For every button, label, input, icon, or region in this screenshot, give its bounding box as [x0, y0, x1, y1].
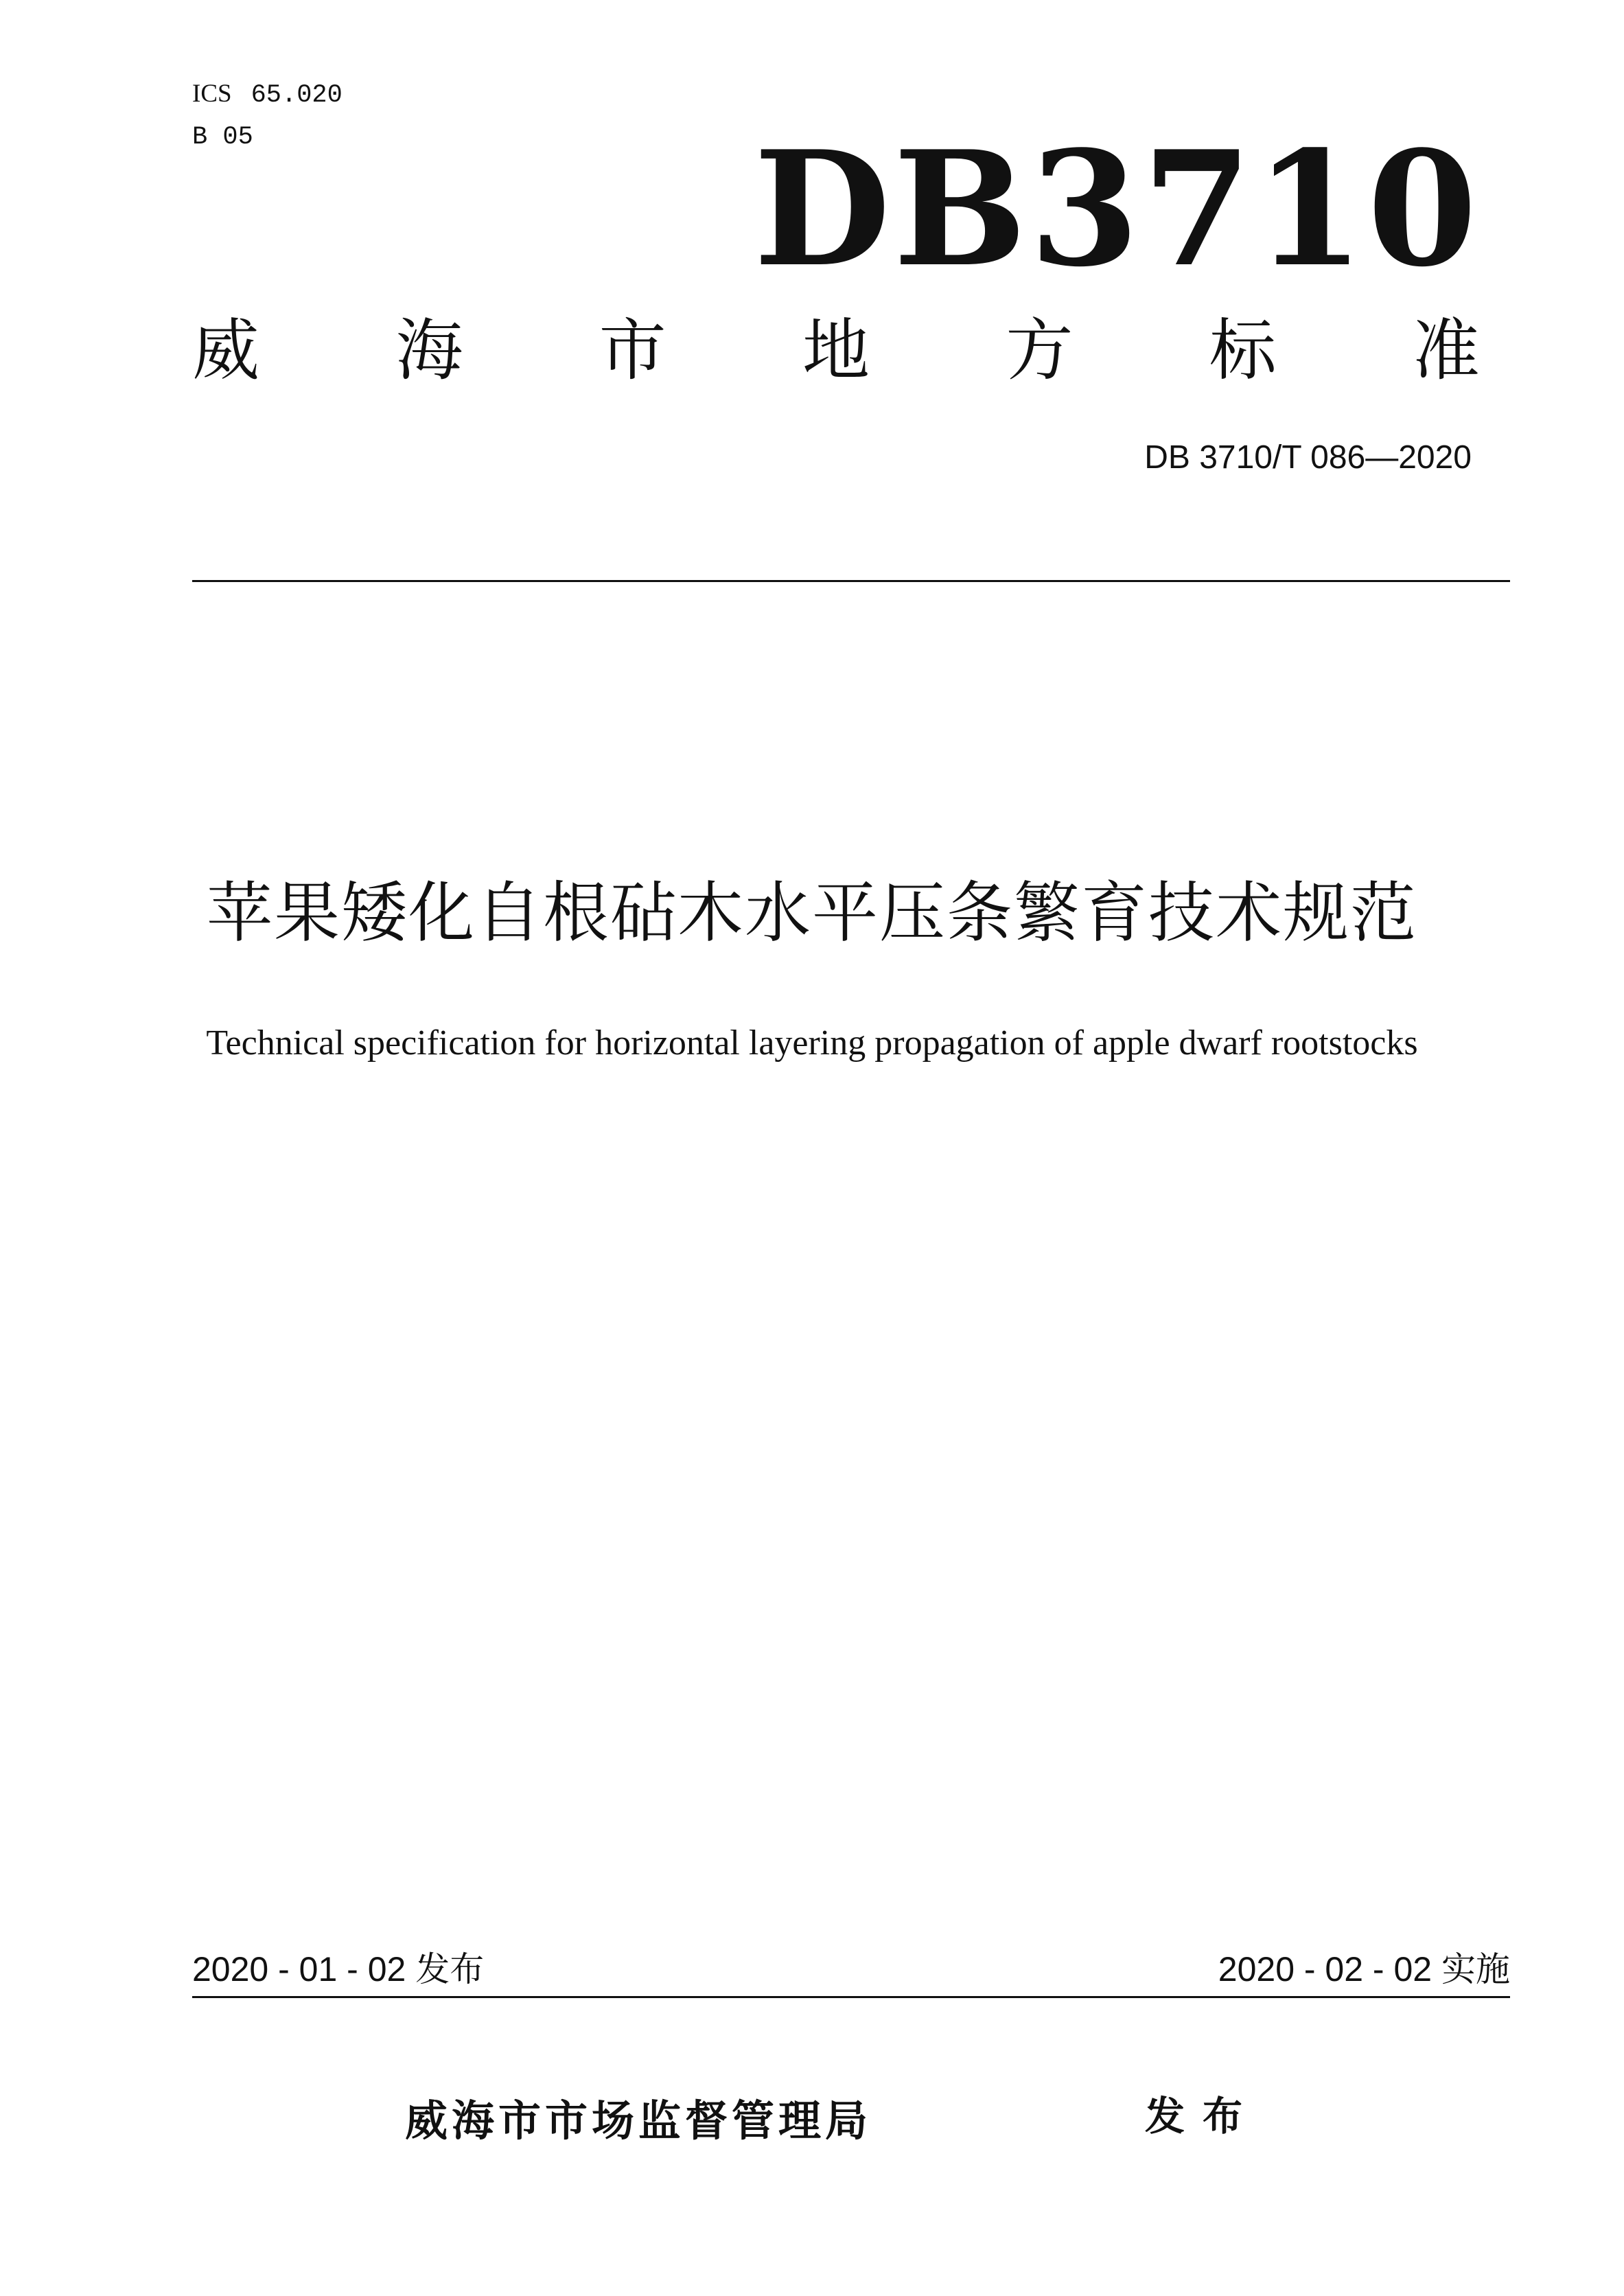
ics-classification	[192, 81, 343, 108]
standard-type-char: 准	[1412, 312, 1480, 390]
standard-type-char: 方	[1006, 312, 1074, 390]
category-code: B 05	[192, 123, 253, 152]
standard-number: DB 3710/T 086—2020	[1144, 439, 1472, 476]
chinese-title: 苹果矮化自根砧木水平压条繁育技术规范	[207, 874, 1417, 951]
standard-type-char: 威	[192, 312, 260, 390]
db-code-heading: DB3710	[754, 117, 1480, 302]
standard-type-char: 地	[802, 312, 870, 390]
standard-type-char: 市	[599, 312, 666, 390]
standard-type-char: 海	[395, 312, 463, 390]
standard-type-char: 标	[1209, 312, 1277, 390]
standard-type-heading	[192, 312, 1480, 390]
ics-label: ICS	[192, 80, 232, 108]
english-title: Technical specification for horizontal layering propagation of apple dwarf rootstocks	[206, 1023, 1418, 1063]
issuing-authority: 威海市市场监督管理局	[405, 2096, 872, 2146]
ics-code: 65.020	[251, 81, 343, 110]
publish-date: 2020 - 01 - 02 发布	[192, 1950, 485, 1988]
issue-label: 发布	[1145, 2093, 1261, 2140]
effective-date: 2020 - 02 - 02 实施	[1218, 1950, 1510, 1988]
bottom-divider	[192, 1996, 1510, 1998]
top-divider	[192, 580, 1510, 582]
